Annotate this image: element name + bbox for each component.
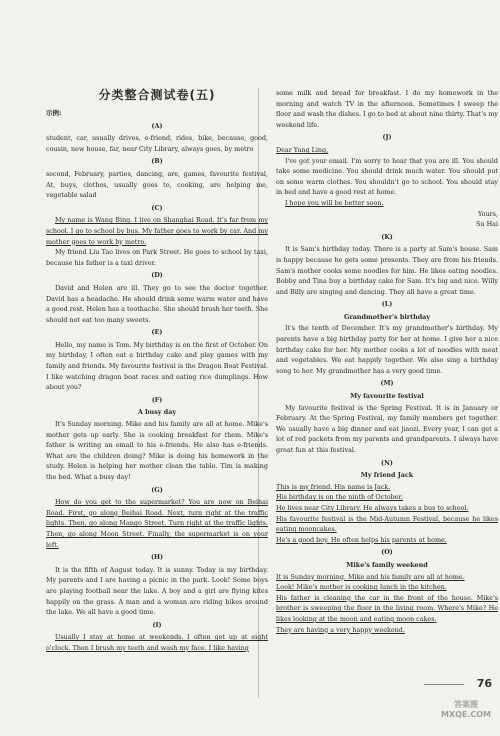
section-g-p1: How do you get to the supermarket? You are now on Beihai Road. First, go along Beihai Road. Next, turn right at the traffic lights. Then, go along Mango Street. Turn right at the traffic lights. Then, go along Moon Street. Finally, the supermarket is on your left.: [46, 498, 268, 549]
section-c-p2: My friend Liu Tao lives on Park Street. He goes to school by taxi, because his father is a taxi driver.: [46, 248, 268, 267]
section-n-line: This is my friend. His name is Jack.: [276, 482, 391, 491]
section-n-line: His favourite festival is the Mid-Autumn Festival, because he likes eating mooncakes.: [276, 514, 498, 534]
section-m-p1: My favourite festival is the Spring Festival. It is in January or February. At the Spring Festival, my family members get together. We usually have a big dinner and eat jiaozi. Every year, I can get a lot of red packets from my parents and grandparents. I always have great fun at this festival.: [276, 403, 498, 454]
watermark-stamp: 答案圈 MXQE.COM: [440, 700, 492, 719]
section-f-title: A busy day: [137, 408, 177, 417]
section-o-line: It is Sunday morning. Mike and his family are all at home.: [276, 572, 465, 581]
section-k-p1: It is Sam's birthday today. There is a party at Sam's house. Sam is happy because he gets some presents. They are from his friends. Sam's mother cooks some noodles for him. He likes eating noodles. Bobby and Tina buy a birthday cake for Sam. It's big and nice. Willy and Billy are singing and dancing. They all have a great time.: [276, 245, 498, 296]
section-o-line: Look! Mike's mother is cooking lunch in the kitchen.: [276, 583, 447, 592]
section-label-d: (D): [151, 271, 163, 280]
section-i-continued: some milk and bread for breakfast. I do my homework in the morning and watch TV in the afternoon. Sometimes I sweep the floor and wash the dishes. I go to bed at about nine thirty. That's my weekend life.: [276, 89, 498, 129]
letter-signature: Su Hai: [476, 220, 498, 229]
section-n-line: His birthday is on the ninth of October.: [276, 493, 403, 502]
section-o-title: Mike's family weekend: [346, 560, 428, 569]
section-n-title: My friend Jack: [360, 471, 414, 480]
section-j-p1: I've got your email. I'm sorry to hear that you are ill. You should take some medicine. You should drink much water. You should put on some warm clothes. You shouldn't go to school. You should stay in bed and have a good rest at home.: [276, 156, 498, 197]
letter-greeting: Dear Yang Ling,: [276, 145, 329, 154]
page: [10, 88, 500, 736]
page-number-rule: [424, 684, 464, 685]
section-label-a: (A): [151, 121, 163, 130]
section-j-p2: I hope you will be better soon.: [284, 198, 384, 207]
section-label-n: (N): [381, 458, 393, 467]
section-n-line: He's a good boy. He often helps his parents at home.: [276, 535, 447, 544]
section-label-j: (J): [382, 133, 392, 142]
section-c-p1: My name is Wang Bing. I live on Shanghai Road. It's far from my school. I go to school by bus. My father goes to work by car. And my mother goes to work by metro.: [46, 216, 268, 246]
section-n-line: He lives near City Library. He always takes a bus to school.: [276, 503, 469, 512]
section-h-p1: It is the fifth of August today. It is sunny. Today is my birthday. My parents and I are having a picnic in the park. Look! Some boys are playing football near the lake. A boy and a girl are flying kites happily on the grass. A man and a woman are riding bikes around the lake. We all have a good time.: [46, 565, 268, 617]
section-e-p1: Hello, my name is Tom. My birthday is on the first of October. On my birthday, I often eat a birthday cake and play games with my family and friends. My favourite festival is the Dragon Boat Festival. I like watching dragon boat races and eating rice dumplings. How about you?: [46, 340, 268, 392]
section-label-c: (C): [151, 203, 163, 212]
left-column: [46, 88, 268, 654]
section-d-p1: David and Helen are ill. They go to see the doctor together. David has a headache. He should drink some warm water and have a good rest. Helen has a toothache. She should brush her teeth. She should not eat too many sweets.: [46, 283, 268, 324]
page-title: 分类整合测试卷(五): [98, 88, 216, 102]
section-i-p1: Usually I stay at home at weekends. I often get up at eight o'clock. Then I brush my teeth and wash my face. I like having: [46, 633, 268, 652]
section-o-line: They are having a very happy weekend.: [276, 625, 405, 634]
section-label-f: (F): [151, 395, 163, 404]
section-label-i: (I): [152, 620, 162, 629]
section-label-g: (G): [151, 485, 163, 494]
section-b-text: second, February, parties, dancing, are, games, favourite festival, At, buys, clothes, usually goes to, cooking, are helping me, vegetable salad: [46, 169, 268, 200]
section-l-title: Grandmother's birthday: [343, 312, 431, 321]
section-label-m: (M): [380, 379, 394, 388]
section-label-e: (E): [151, 328, 163, 337]
section-f-p1: It's Sunday morning. Mike and his family are all at home. Mike's mother gets up early. She is cooking breakfast for them. Mike's father is writing an email to his e-friends. He also has e-friends. What are the children doing? Mike is doing his homework in the study. Helen is helping her mother clean the table. Tim is making the bed. What a busy day!: [46, 420, 268, 481]
section-m-title: My favourite festival: [350, 392, 424, 401]
right-column: [276, 88, 498, 635]
section-l-p1: It's the tenth of December. It's my grandmother's birthday. My parents have a big birthday party for her at home. I give her a nice birthday cake for her. My mother cooks a lot of noodles with meat and vegetables. We eat happily together. We also sing a birthday song to her. My grandmother has a very good time.: [276, 324, 498, 375]
section-label-o: (O): [381, 548, 393, 557]
section-o-line: His father is cleaning the car in the front of the house. Mike's brother is sweeping the floor in the living room. Where's Mike? He likes looking at the moon and eating moon cakes.: [276, 593, 498, 623]
letter-closing: Yours,: [478, 209, 498, 218]
sample-label: 示例:: [46, 109, 62, 117]
section-label-k: (K): [381, 232, 393, 241]
section-a-text: student, car, usually drives, e-friend, rides, bike, because, good, cousin, new house, far, near City Library, always goes, by metro: [46, 134, 268, 153]
page-number: 76: [476, 677, 492, 690]
section-label-l: (L): [381, 300, 393, 309]
section-label-b: (B): [151, 157, 163, 166]
section-label-h: (H): [150, 553, 164, 562]
